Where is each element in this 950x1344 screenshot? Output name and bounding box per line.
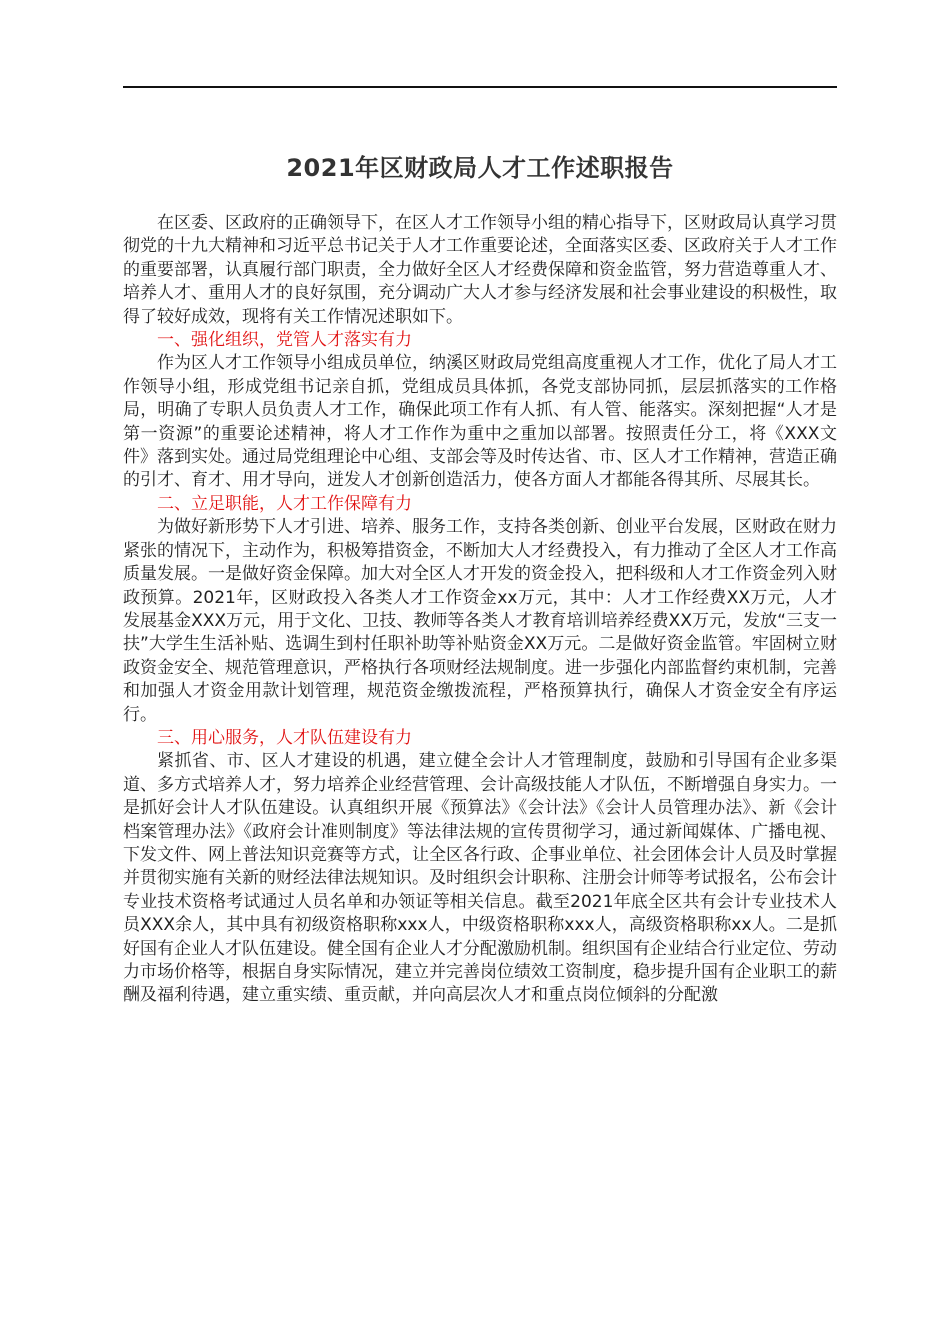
document-body xyxy=(123,212,837,1008)
section-paragraph-2: 为做好新形势下人才引进、培养、服务工作，支持各类创新、创业平台发展，区财政在财力紧张的情况下，主动作为，积极筹措资金，不断加大人才经费投入，有力推动了全区人才工作高质量发展。一是做好资金保障。加大对全区人才开发的资金投入，把科级和人才工作资金列入财政预算。2021年，区财政投入各类人才工作资金xx万元，其中：人才工作经费XX万元，人才发展基金XXX万元，用于文化、卫技、教师等各类人才教育培训培养经费XX万元，发放“三支一扶”大学生生活补贴、选调生到村任职补助等补贴资金XX万元。二是做好资金监管。牢固树立财政资金安全、规范管理意识，严格执行各项财经法规制度。进一步强化内部监督约束机制，完善和加强人才资金用款计划管理，规范资金缴拨流程，严格预算执行，确保人才资金安全有序运行。 xyxy=(123,517,837,725)
section-heading-3: 三、用心服务，人才队伍建设有力 xyxy=(157,727,412,748)
header-rule xyxy=(123,86,837,88)
document-title: 2021年区财政局人才工作述职报告 xyxy=(286,154,674,182)
intro-paragraph: 在区委、区政府的正确领导下，在区人才工作领导小组的精心指导下，区财政局认真学习贯彻党的十九大精神和习近平总书记关于人才工作重要论述，全面落实区委、区政府关于人才工作的重要部署，认真履行部门职责，全力做好全区人才经费保障和资金监管，努力营造尊重人才、培养人才、重用人才的良好氛围，充分调动广大人才参与经济发展和社会事业建设的积极性，取得了较好成效，现将有关工作情况述职如下。 xyxy=(123,213,837,327)
section-heading-1: 一、强化组织，党管人才落实有力 xyxy=(157,330,412,351)
section-heading-2: 二、立足职能，人才工作保障有力 xyxy=(157,493,412,514)
section-paragraph-3: 紧抓省、市、区人才建设的机遇，建立健全会计人才管理制度，鼓励和引导国有企业多渠道、多方式培养人才，努力培养企业经营管理、会计高级技能人才队伍，不断增强自身实力。一是抓好会计人才队伍建设。认真组织开展《预算法》《会计法》《会计人员管理办法》、新《会计档案管理办法》《政府会计准则制度》等法律法规的宣传贯彻学习，通过新闻媒体、广播电视、下发文件、网上普法知识竞赛等方式，让全区各行政、企事业单位、社会团体会计人员及时掌握并贯彻实施有关新的财经法律法规知识。及时组织会计职称、注册会计师等考试报名，公布会计专业技术资格考试通过人员名单和办领证等相关信息。截至2021年底全区共有会计专业技术人员XXX余人，其中具有初级资格职称xxx人，中级资格职称xxx人，高级资格职称xx人。二是抓好国有企业人才队伍建设。健全国有企业人才分配激励机制。组织国有企业结合行业定位、劳动力市场价格等，根据自身实际情况，建立并完善岗位绩效工资制度，稳步提升国有企业职工的薪酬及福利待遇，建立重实绩、重贡献，并向高层次人才和重点岗位倾斜的分配激 xyxy=(123,751,837,1006)
section-paragraph-1: 作为区人才工作领导小组成员单位，纳溪区财政局党组高度重视人才工作，优化了局人才工作领导小组，形成党组书记亲自抓，党组成员具体抓，各党支部协同抓，层层抓落实的工作格局，明确了专职人员负责人才工作，确保此项工作有人抓、有人管、能落实。深刻把握“人才是第一资源”的重要论述精神，将人才工作作为重中之重加以部署。按照责任分工，将《XXX文件》落到实处。通过局党组理论中心组、支部会等及时传达省、市、区人才工作精神，营造正确的引才、育才、用才导向，迸发人才创新创造活力，使各方面人才都能各得其所、尽展其长。 xyxy=(123,353,837,491)
